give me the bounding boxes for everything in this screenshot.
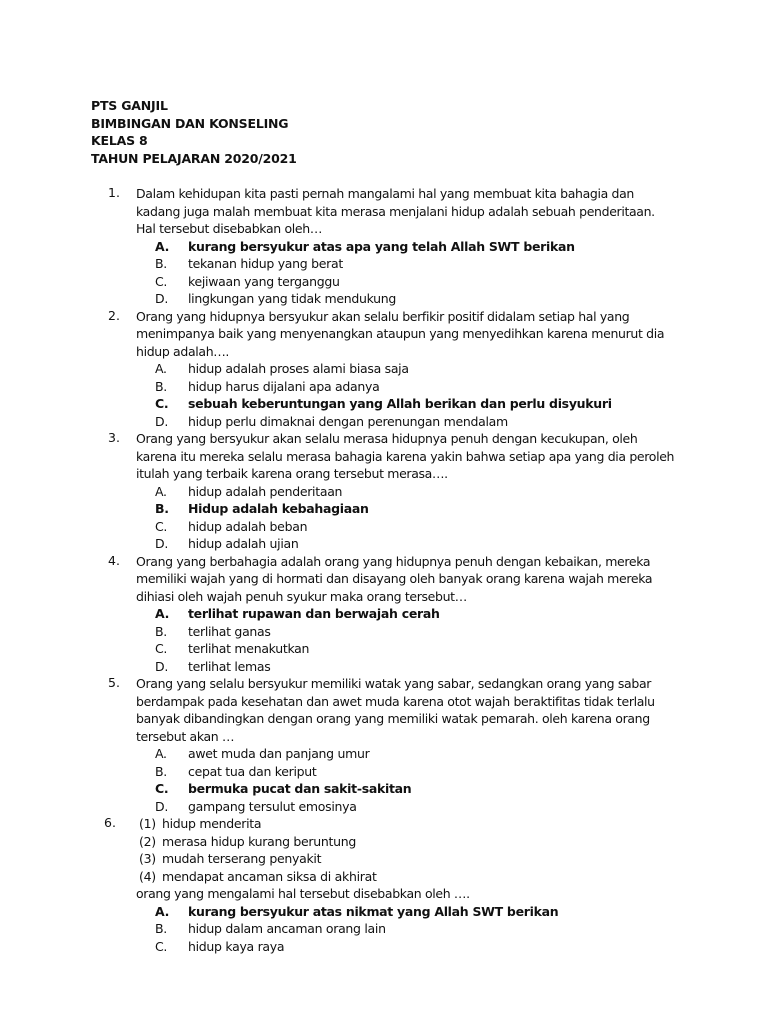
question-4 (0, 553, 768, 676)
statement-text: merasa hidup kurang beruntung (162, 833, 356, 849)
option-text: hidup harus dijalani apa adanya (188, 378, 380, 394)
option-letter: C. (155, 781, 169, 796)
option-letter: B. (155, 501, 169, 516)
option-b (0, 623, 768, 641)
question-number: 1. (108, 185, 120, 200)
question-number: 3. (108, 430, 120, 445)
option-d (0, 535, 768, 553)
option-letter: B. (155, 763, 167, 779)
option-c (0, 518, 768, 536)
statement-text: hidup menderita (162, 816, 262, 831)
option-c (0, 395, 768, 413)
exam-title: PTS GANJIL (91, 98, 168, 113)
question-6 (0, 815, 768, 955)
option-b (0, 378, 768, 396)
statement-1 (0, 815, 768, 833)
option-letter: C. (155, 518, 168, 534)
question-text: orang yang mengalami hal tersebut disebabkan oleh …. (136, 886, 470, 901)
option-text: awet muda dan panjang umur (188, 746, 370, 761)
question-number: 5. (108, 675, 120, 690)
option-text: cepat tua dan keriput (188, 763, 317, 779)
option-letter: B. (155, 256, 167, 271)
question-number: 2. (108, 307, 120, 323)
question-1 (0, 185, 768, 308)
option-text: hidup adalah proses alami biasa saja (188, 361, 409, 376)
question-2 (0, 308, 768, 431)
statement-text: mendapat ancaman siksa di akhirat (162, 868, 377, 884)
option-letter: B. (155, 921, 167, 936)
option-letter: A. (155, 746, 167, 761)
option-text: gampang tersulut emosinya (188, 798, 357, 814)
option-b (0, 500, 768, 518)
statement-number: (3) (139, 851, 156, 866)
option-a (0, 903, 768, 921)
option-a (0, 605, 768, 623)
option-text: sebuah keberuntungan yang Allah berikan dan perlu disyukuri (188, 396, 612, 411)
option-text: terlihat menakutkan (188, 641, 310, 656)
statement-number: (1) (139, 816, 156, 831)
option-text: bermuka pucat dan sakit-sakitan (188, 781, 412, 796)
option-letter: C. (155, 641, 168, 656)
option-text: kurang bersyukur atas nikmat yang Allah SWT berikan (188, 903, 559, 919)
option-d (0, 413, 768, 431)
option-letter: B. (155, 623, 167, 639)
option-c (0, 780, 768, 798)
option-text: hidup dalam ancaman orang lain (188, 921, 386, 936)
option-b (0, 763, 768, 781)
option-letter: A. (155, 361, 167, 376)
question-5 (0, 675, 768, 815)
question-text: Orang yang selalu bersyukur memiliki watak yang sabar, sedangkan orang yang sabar berdampak pada kesehatan dan awet muda karena otot wajah beraktifitas tidak terlalu banyak dibandingkan dengan orang yang memiliki watak pemarah. oleh karena orang tersebut akan … (136, 676, 655, 744)
option-d (0, 798, 768, 816)
class-title: KELAS 8 (91, 133, 148, 148)
statement-number: (2) (139, 833, 156, 849)
option-text: tekanan hidup yang berat (188, 256, 343, 271)
option-letter: A. (155, 238, 170, 254)
option-text: kejiwaan yang terganggu (188, 273, 340, 289)
option-letter: A. (155, 606, 170, 621)
statement-4 (0, 868, 768, 886)
statement-text: mudah terserang penyakit (162, 851, 322, 866)
option-text: terlihat lemas (188, 658, 271, 674)
option-b (0, 920, 768, 938)
option-letter: C. (155, 938, 168, 954)
option-text: terlihat ganas (188, 623, 271, 639)
question-text: Orang yang berbahagia adalah orang yang hidupnya penuh dengan kebaikan, mereka memiliki wajah yang di hormati dan disayang oleh banyak orang karena wajah mereka dihiasi oleh wajah penuh syukur maka orang tersebut… (136, 553, 653, 604)
option-text: hidup adalah penderitaan (188, 483, 343, 499)
subject-title: BIMBINGAN DAN KONSELING (91, 115, 289, 131)
option-letter: C. (155, 273, 168, 289)
question-number: 6. (104, 815, 116, 830)
option-text: hidup adalah beban (188, 518, 308, 534)
statement-2 (0, 833, 768, 851)
option-letter: D. (155, 658, 168, 674)
option-text: Hidup adalah kebahagiaan (188, 501, 369, 516)
question-number: 4. (108, 552, 120, 568)
option-a (0, 483, 768, 501)
question-text: Dalam kehidupan kita pasti pernah mangalami hal yang membuat kita bahagia dan kadang juga malah membuat kita merasa menjalani hidup adalah sebuah penderitaan. Hal tersebut disebabkan oleh… (136, 186, 655, 236)
option-letter: D. (155, 413, 168, 429)
option-text: hidup adalah ujian (188, 536, 299, 551)
option-letter: D. (155, 291, 168, 306)
statement-number: (4) (139, 868, 156, 884)
question-text: Orang yang bersyukur akan selalu merasa hidupnya penuh dengan kecukupan, oleh karena itu mereka selalu merasa bahagia karena yakin bahwa setiap apa yang dia peroleh itulah yang terbaik karena orang tersebut merasa…. (136, 431, 675, 481)
question-list (0, 185, 768, 955)
question-text: Orang yang hidupnya bersyukur akan selalu berfikir positif didalam setiap hal yang menimpanya baik yang menyenangkan ataupun yang menyedihkan karena menurut dia hidup adalah…. (136, 308, 665, 359)
option-a (0, 360, 768, 378)
option-text: lingkungan yang tidak mendukung (188, 291, 397, 306)
academic-year-title: TAHUN PELAJARAN 2020/2021 (91, 150, 297, 166)
option-letter: C. (155, 396, 169, 411)
option-letter: A. (155, 483, 167, 499)
option-c (0, 640, 768, 658)
document-header (91, 97, 297, 167)
option-letter: A. (155, 903, 170, 919)
option-c (0, 938, 768, 956)
option-a (0, 745, 768, 763)
option-text: kurang bersyukur atas apa yang telah Allah SWT berikan (188, 238, 575, 254)
option-c (0, 273, 768, 291)
option-letter: D. (155, 798, 168, 814)
option-b (0, 255, 768, 273)
statement-3 (0, 850, 768, 868)
option-letter: B. (155, 378, 167, 394)
option-text: hidup perlu dimaknai dengan perenungan mendalam (188, 413, 508, 429)
option-letter: D. (155, 536, 168, 551)
option-text: hidup kaya raya (188, 938, 285, 954)
option-d (0, 290, 768, 308)
option-a (0, 238, 768, 256)
question-3 (0, 430, 768, 553)
option-text: terlihat rupawan dan berwajah cerah (188, 606, 440, 621)
option-d (0, 658, 768, 676)
